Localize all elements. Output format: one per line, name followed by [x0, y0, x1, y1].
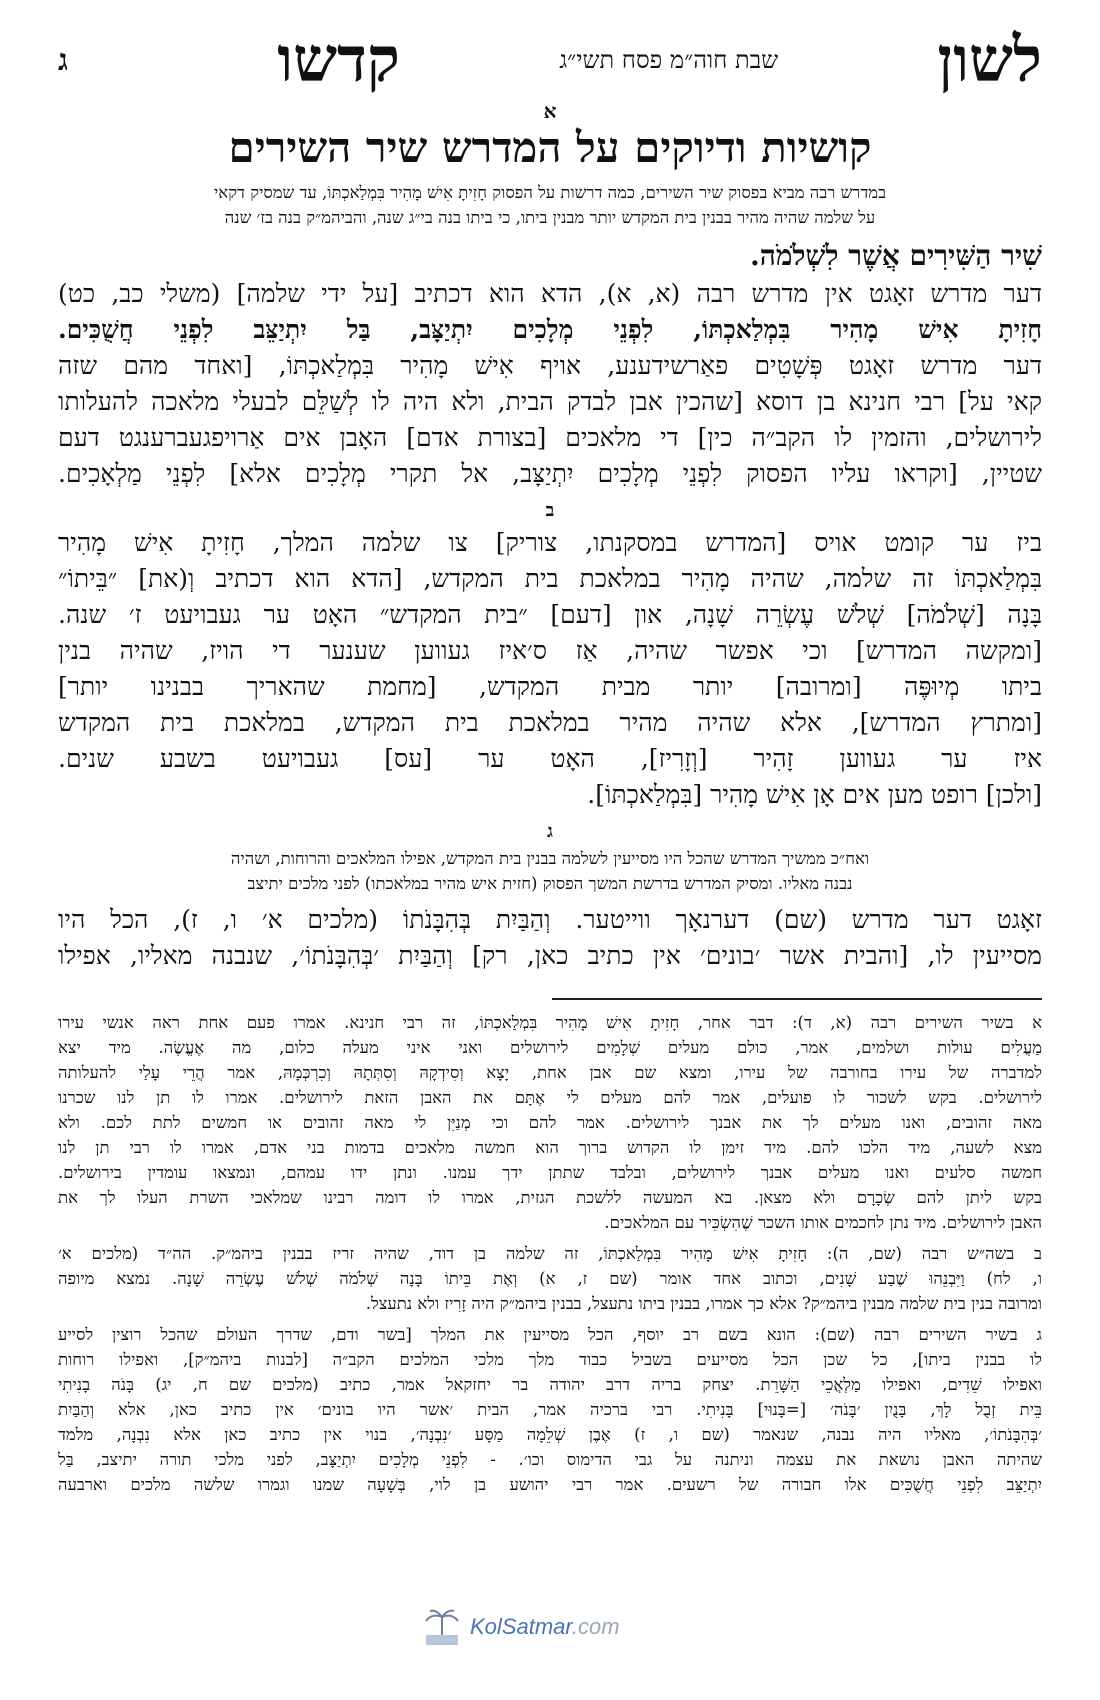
body-line: שטיין, [וקראו עליו הפסוק לִפְנֵי מְלָכִים יִתְיַצָּב, אל תקרי מְלָכִים אלא] לִפְנֵי מַלְאָכִים. — [58, 459, 1042, 488]
footnote-line: ואפילו שֵׁדִים, ואפילו מַלְאֲכֵי הַשָּׁרֵת. יצחק בריה דרב יהודה בר יחזקאל אמר, כתיב (מלכים שם ח, יג) בָּנֹה בָנִיתִי — [58, 1375, 1042, 1394]
body-line: [ומתרץ המדרש], אלא שהיה מהיר במלאכת בית המקדש, במלאכת בית המקדש — [58, 708, 1042, 737]
body-line: דער מדרש זאָגט אין מדרש רבה (א, א), הדא הוא דכתיב [על ידי שלמה] (משלי כב, כט) — [58, 279, 1042, 308]
footnote-line: לירושלים. בקש לשכור לו פועלים, אמר להם מעלים לי אֶתָּם את האבן הזאת לירושלים. אמרו לו תן לנו שכרנו — [58, 1088, 1042, 1107]
footnote-line: חמשה סלעים ואנו מעלים אבנך לירושלים, ובלבד שתתן ידך עמנו. ונתן ידו עמהם, ונמצאו עומדין בירושלים. — [58, 1163, 1042, 1182]
footnote-line: ׳בְּהִבָּנֹתוֹ׳, מאליו היה נבנה, שנאמר (שם ו, ז) אֶבֶן שְׁלֵמָה מַסָּע ׳נִבְנָה׳, בנוי אין כתיב כאן אלא נִבְנָה, מלמד — [58, 1425, 1042, 1444]
footnote-line: מאה זהובים, ואנו מעלים לך את אבנך לירושלים. אמר להם וכי מְנַיִּן לי מאה זהובים או חמשים לתת לכם. ולא — [58, 1113, 1042, 1132]
intro-line: במדרש רבה מביא בפסוק שיר השירים, כמה דרשות על הפסוק חָזִיתָ אִישׁ מָהִיר בִּמְלַאכְתּוֹ, עד שמסיק דקאי — [213, 183, 887, 202]
footnote-line: שהיתה האבן נושאת את עצמה וניתנה על גבי הדימוס וכו׳. - לִפְנֵי מְלָכִים יִתְיַצָּב, לפני מלכי תורה יתיצב, בַּל — [58, 1450, 1042, 1469]
section-title: קושיות ודיוקים על המדרש שיר השירים — [228, 123, 872, 172]
footnote-line: למדברה של עירו בחורבה של עירו, ומצא שם אבן אחת, יָצָא וְסִידְקָהּ וְסִתְּתָהּ וְכִרְכְּמָהּ, אמר הֲרֵי עָלַי להעלותה — [58, 1063, 1042, 1082]
footnote-separator — [552, 998, 1042, 1000]
page-header — [58, 20, 1042, 100]
footnote-line: האבן לירושלים. מיד נתן לחכמים אותו השכר שֶׁהִשְׂכִּיר עם המלאכים. — [604, 1213, 1042, 1232]
footnote-line: ומרובה בנין בית שלמה מבנין ביהמ״ק? אלא כך אמרו, בבנין ביתו נתעצל, בבנין ביהמ״ק היה זָרִיז ולא נתעצל. — [365, 1294, 1042, 1313]
header-word-left: קדשו — [277, 23, 400, 96]
body-line: בָּנָה [שְׁלֹמֹה] שְׁלֹשׁ עֶשְׂרֵה שָׁנָה, און [דעם] ״בית המקדש״ האָט ער געבויעט ז׳ שנה. — [58, 600, 1042, 629]
body-line: לירושלים, והזמין לו הקב״ה כין] די מלאכים [בצורת אדם] האָבן אים אַרויפגעברענגט דעם — [58, 423, 1042, 452]
footnote-line: ב בשה״ש רבה (שם, ה): חָזִיתָ אִישׁ מָהִיר בִּמְלַאכְתּוֹ, זה שלמה בן דוד, שהיה זריז בבנין ביהמ״ק. הה״ד (מלכים א׳ — [58, 1244, 1042, 1263]
section-mark-b: ב — [545, 500, 555, 521]
footnote-line: ג בשיר השירים רבה (שם): הונא בשם רב יוסף, הכל מסייעין את המלך [בשר ודם, שדרך העולם שהכל רוצין לסייע — [58, 1325, 1042, 1344]
watermark-suffix: .com — [571, 1614, 620, 1639]
footnote-line: בקש ליתן להם שְׂכָרָם ולא מצאן. בא המעשה ללשכת הגזית, אמרו לו דומה רבינו שמלאכי השרת העלו לך את — [58, 1188, 1042, 1207]
body-line: [ומקשה המדרש] וכי אפשר שהיה, אַז ס׳איז געווען שענער די הויז, שהיה בנין — [58, 636, 1042, 665]
document-page — [58, 20, 1042, 1680]
section-c-intro — [66, 846, 1034, 896]
footnote-line: א בשיר השירים רבה (א, ד): דבר אחר, חָזִיתָ אִישׁ מָהִיר בִּמְלַאכְתּוֹ, זה רבי חנינא. אמרו פעם אחת ראה אנשי עירו — [58, 1013, 1042, 1032]
intro-line: ואח״כ ממשיך המדרש שהכל היו מסייעין לשלמה בבנין בית המקדש, אפילו המלאכים והרוחות, ושהיה — [230, 849, 870, 868]
header-date: שבת חוה״מ פסח תשי״ג — [559, 45, 779, 74]
footnote-a — [58, 1010, 1042, 1235]
footnote-line: יִתְיַצֵּב לִפְנֵי חֲשֻׁכִּים אלו חבורה של רשעים. אמר רבי יהושע בן לוי, בְּשָׁעָה שמנו וגמרו שלשה מלכים וארבעה — [58, 1475, 1042, 1494]
body-line: ביתו מְיוּפֶּה [ומרובה] יותר מבית המקדש, [מחמת שהאריך בבנינו יותר] — [58, 672, 1042, 701]
body-line: בִּמְלַאכְתּוֹ זה שלמה, שהיה מָהִיר במלאכת בית המקדש, [הדא הוא דכתיב וְ(את] ״בֵּיתוֹ״ — [58, 564, 1042, 593]
footnote-line: לו בבנין ביתו], כל שכן הכל מסייעים בשביל כבוד מלך מלכי המלכים הקב״ה [לבנות ביהמ״ק], ואפילו רוחות — [58, 1350, 1042, 1369]
footnote-line: ו, לח) וַיִּבְנֵהוּ שֶׁבַע שָׁנִים, וכתוב אחד אומר (שם ז, א) וְאֶת בֵּיתוֹ בָּנָה שְׁלֹמֹה שְׁלֹשׁ עֶשְׂרֵה שָׁנָה. נמצא מיופה — [58, 1269, 1042, 1288]
section-mark-c: ג — [547, 821, 553, 842]
section-mark-a: א — [543, 99, 557, 123]
body-line: מסייעין לו, [והבית אשר ׳בונים׳ אין כתיב כאן, רק] וְהַבַּיִת ׳בְּהִבָּנֹתוֹ׳, שנבנה מאליו, אפילו — [58, 941, 1042, 970]
header-word-right: לשון — [937, 23, 1042, 96]
footnote-c — [58, 1322, 1042, 1497]
body-line: חָזִיתָ אִישׁ מָהִיר בִּמְלַאכְתּוֹ, לִפְנֵי מְלָכִים יִתְיַצָּב, בַּל יִתְיַצֵּב לִפְנֵי חֲשֻׁכִּים. — [58, 315, 1042, 344]
footnote-line: מַעֲלִים עולות ושלמים, אמר, כולם מעלים שְׁלָמִים לירושלים ואני איני מעלה כלום, מה אֶעֱשֶׂה. מיד יצא — [58, 1038, 1042, 1057]
palm-tree-icon — [420, 1605, 464, 1649]
footnote-line: מצא לשעה, מיד הלכו להם. מיד זימן לו הקדוש ברוך הוא חמשה מלאכים בדמות בני אדם, אמרו לו רבי תן לנו — [58, 1138, 1042, 1157]
kolsatmar-watermark — [420, 1605, 620, 1649]
footnote-line: בֵּית זְבֻל לָךְ, בָּנֻיִן ׳בָּנֹה׳ [=בָּנוּי] בָּנִיתִי. רבי ברכיה אמר, הבית ׳אשר היו בונים׳ אין כתיב כאן, אלא וְהַבַּיִת — [58, 1400, 1042, 1419]
watermark-name: KolSatmar — [470, 1614, 572, 1639]
section-intro — [66, 180, 1034, 230]
body-line: זאָגט דער מדרש (שם) דערנאָך ווייטער. וְהַבַּיִת בְּהִבָּנֹתוֹ (מלכים א׳ ו, ז), הכל היו — [58, 905, 1042, 934]
watermark-text — [470, 1614, 620, 1640]
page-number: ג — [58, 42, 68, 78]
body-line: ביז ער קומט אויס [המדרש במסקנתו, צוריק] צו שלמה המלך, חָזִיתָ אִישׁ מָהִיר — [58, 528, 1042, 557]
body-line: איז ער געווען זָהִיר [וְזָרִיז], האָט ער [עס] געבויעט בשבע שנים. — [58, 744, 1042, 773]
verse-line: שִׁיר הַשִּׁירִים אֲשֶׁר לִשְׁלֹמֹה. — [749, 239, 1042, 272]
body-line: דער מדרש זאָגט פְּשָׁטִים פאַרשידענע, אויף אִישׁ מָהִיר בִּמְלַאכְתּוֹ, [ואחד מהם שזה — [58, 351, 1042, 380]
intro-line: על שלמה שהיה מהיר בבנין בית המקדש יותר מבנין ביתו, כי ביתו בנה בי״ג שנה, והביהמ״ק בנה בז׳ שנה — [224, 208, 876, 227]
body-line: [ולכן] רופט מען אים אָן אִישׁ מָהִיר [בִּמְלַאכְתּוֹ]. — [587, 780, 1042, 809]
intro-line: נבנה מאליו. ומסיק המדרש בדרשת המשך הפסוק (חזית איש מהיר במלאכתו) לפני מלכים יתיצב — [247, 874, 853, 893]
footnote-b — [58, 1241, 1042, 1316]
body-line: קאי על] רבי חנינא בן דוסא [שהכין אבן לבדק הבית, ולא היה לו לְשַׁלֵּם לבעלי מלאכה להעלותו — [58, 387, 1042, 416]
